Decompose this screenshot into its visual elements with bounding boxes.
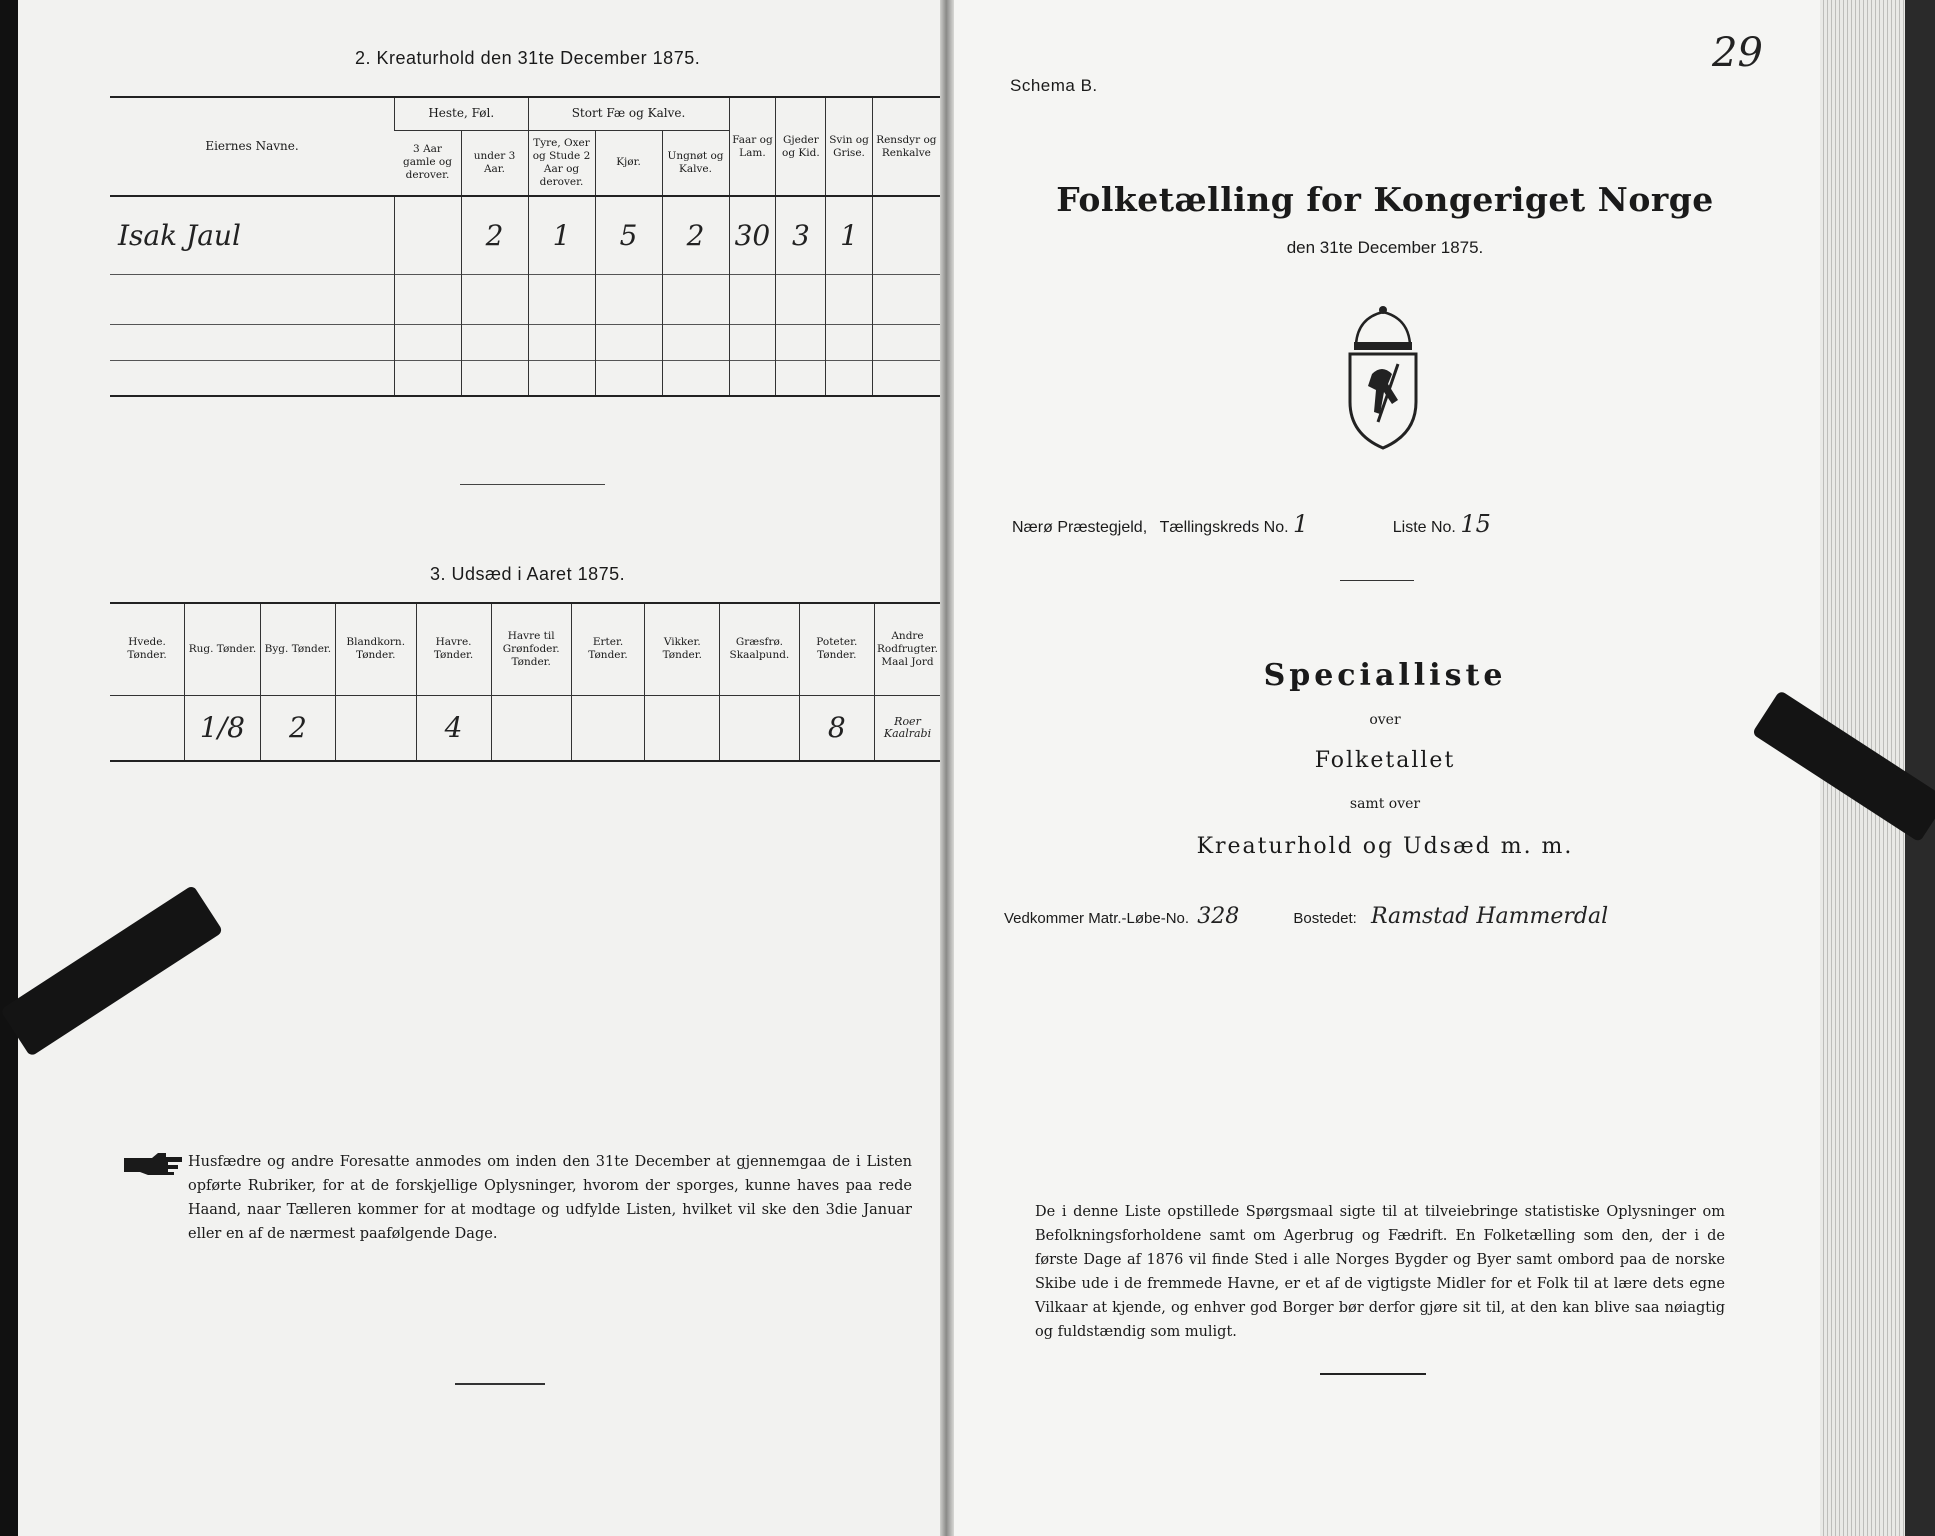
- book-fold: [940, 0, 954, 1536]
- samt-over-text: samt over: [1349, 796, 1421, 812]
- specialliste-heading: Specialliste: [1263, 658, 1507, 693]
- divider-bottom-left: [455, 1383, 545, 1385]
- census-title: Folketælling for Kongeriget Norge: [1056, 180, 1714, 219]
- col-horses-young: under 3 Aar.: [461, 130, 528, 196]
- bosted-label: Bostedet:: [1293, 910, 1357, 927]
- col-calves: Ungnøt og Kalve.: [662, 130, 729, 196]
- col-pigs: Svin og Grise.: [826, 98, 872, 196]
- col-goats: Gjeder og Kid.: [776, 98, 826, 196]
- val-peas: [571, 695, 644, 761]
- col-owner: Eiernes Navne.: [205, 139, 299, 153]
- col-potatoes: Poteter. Tønder.: [799, 603, 874, 695]
- col-wheat: Hvede. Tønder.: [127, 636, 167, 662]
- schema-label: Schema B.: [1010, 76, 1098, 95]
- folketallet-heading: Folketallet: [1314, 748, 1456, 773]
- col-horses-old: 3 Aar gamle og derover.: [395, 130, 462, 196]
- val-barley: 2: [260, 695, 335, 761]
- cell-bulls: 1: [528, 196, 595, 274]
- cell-calves: 2: [662, 196, 729, 274]
- kreds-label: Tællingskreds No.: [1159, 519, 1289, 536]
- matr-line: [1004, 904, 1608, 929]
- val-root-crops: Roer Kaalrabi: [875, 695, 940, 761]
- kreatur-heading: Kreaturhold og Udsæd m. m.: [1196, 834, 1574, 859]
- val-rye: 1/8: [185, 695, 261, 761]
- location-line: [1012, 510, 1491, 538]
- col-vetch: Vikker. Tønder.: [645, 603, 720, 695]
- col-mixed-grain: Blandkorn. Tønder.: [335, 603, 416, 695]
- val-potatoes: 8: [799, 695, 874, 761]
- val-wheat: [110, 695, 185, 761]
- divider-mid-right: [1340, 580, 1414, 581]
- cell-horses-young: 2: [461, 196, 528, 274]
- val-vetch: [645, 695, 720, 761]
- group-cattle: Stort Fæ og Kalve.: [528, 98, 729, 130]
- col-reindeer: Rensdyr og Renkalve: [872, 98, 940, 196]
- cell-goats: 3: [776, 196, 826, 274]
- cell-pigs: 1: [826, 196, 872, 274]
- norway-coat-of-arms-icon: [1338, 302, 1428, 452]
- owner-name: Isak Jaul: [118, 218, 241, 252]
- livestock-table: [110, 98, 940, 397]
- cell-sheep: 30: [729, 196, 776, 274]
- col-sheep: Faar og Lam.: [729, 98, 776, 196]
- val-mixed-grain: [335, 695, 416, 761]
- liste-label: Liste No.: [1392, 519, 1456, 536]
- col-bulls: Tyre, Oxer og Stude 2 Aar og derover.: [528, 130, 595, 196]
- section2-title: 2. Kreaturhold den 31te December 1875.: [355, 48, 701, 68]
- pointing-hand-icon: [122, 1150, 184, 1176]
- matr-label: Vedkommer Matr.-Løbe-No.: [1004, 910, 1190, 927]
- col-root-crops: Andre Rodfrugter. Maal Jord: [875, 603, 940, 695]
- sowing-table: [110, 602, 940, 762]
- col-rye: Rug. Tønder.: [185, 603, 261, 695]
- col-green-oats: Havre til Grønfoder. Tønder.: [491, 603, 571, 695]
- val-grass-seed: [720, 695, 799, 761]
- census-info-text: De i denne Liste opstillede Spørgsmaal sigte til at tilveiebringe statistiske Oplysninger om Befolkningsforholdene samt om Agerbrug og Fædrift. En Folketælling som den, der i de første Dage af 1876 vil finde Sted i alle Norges Bygder og Byer samt ombord paa de norske Skibe ude i de fremmede Havne, er et af de vigtigste Midler for et Folk til at lære dets egne Vilkaar at kjende, og enhver god Borger bør derfor gjøre sit til, at den kan blive saa nøiagtig og fuldstændig som muligt.: [1035, 1204, 1725, 1340]
- cell-reindeer: [872, 196, 940, 274]
- section3-title: 3. Udsæd i Aaret 1875.: [430, 564, 626, 584]
- col-oats: Havre. Tønder.: [416, 603, 491, 695]
- divider-short: [460, 484, 605, 485]
- prestegjeld-label: Nærø Præstegjeld,: [1012, 519, 1148, 536]
- val-green-oats: [491, 695, 571, 761]
- divider-bottom-right: [1320, 1373, 1426, 1375]
- col-barley: Byg. Tønder.: [260, 603, 335, 695]
- page-number: 29: [1712, 30, 1763, 76]
- matr-number: 328: [1197, 904, 1240, 929]
- liste-number: 15: [1460, 510, 1491, 538]
- kreds-number: 1: [1293, 510, 1309, 538]
- group-horses: Heste, Føl.: [395, 98, 529, 130]
- page-edges-shadow: [1905, 0, 1935, 1536]
- col-peas: Erter. Tønder.: [571, 603, 644, 695]
- col-cows: Kjør.: [595, 130, 662, 196]
- cell-horses-old: [395, 196, 462, 274]
- val-oats: 4: [416, 695, 491, 761]
- bosted-value: Ramstad Hammerdal: [1370, 904, 1609, 929]
- cell-cows: 5: [595, 196, 662, 274]
- householder-notice: Husfædre og andre Foresatte anmodes om inden den 31te December at gjennemgaa de i Listen opførte Rubriker, for at de forskjellige Oplysninger, hvorom der sporges, kunne haves paa rede Haand, naar Tælleren kommer for at modtage og udfylde Listen, hvilket vil ske den 3die Januar eller en af de nærmest paafølgende Dage.: [188, 1154, 912, 1242]
- col-grass-seed: Græsfrø. Skaalpund.: [720, 603, 799, 695]
- census-date: den 31te December 1875.: [1286, 238, 1484, 257]
- over-text-1: over: [1369, 712, 1401, 728]
